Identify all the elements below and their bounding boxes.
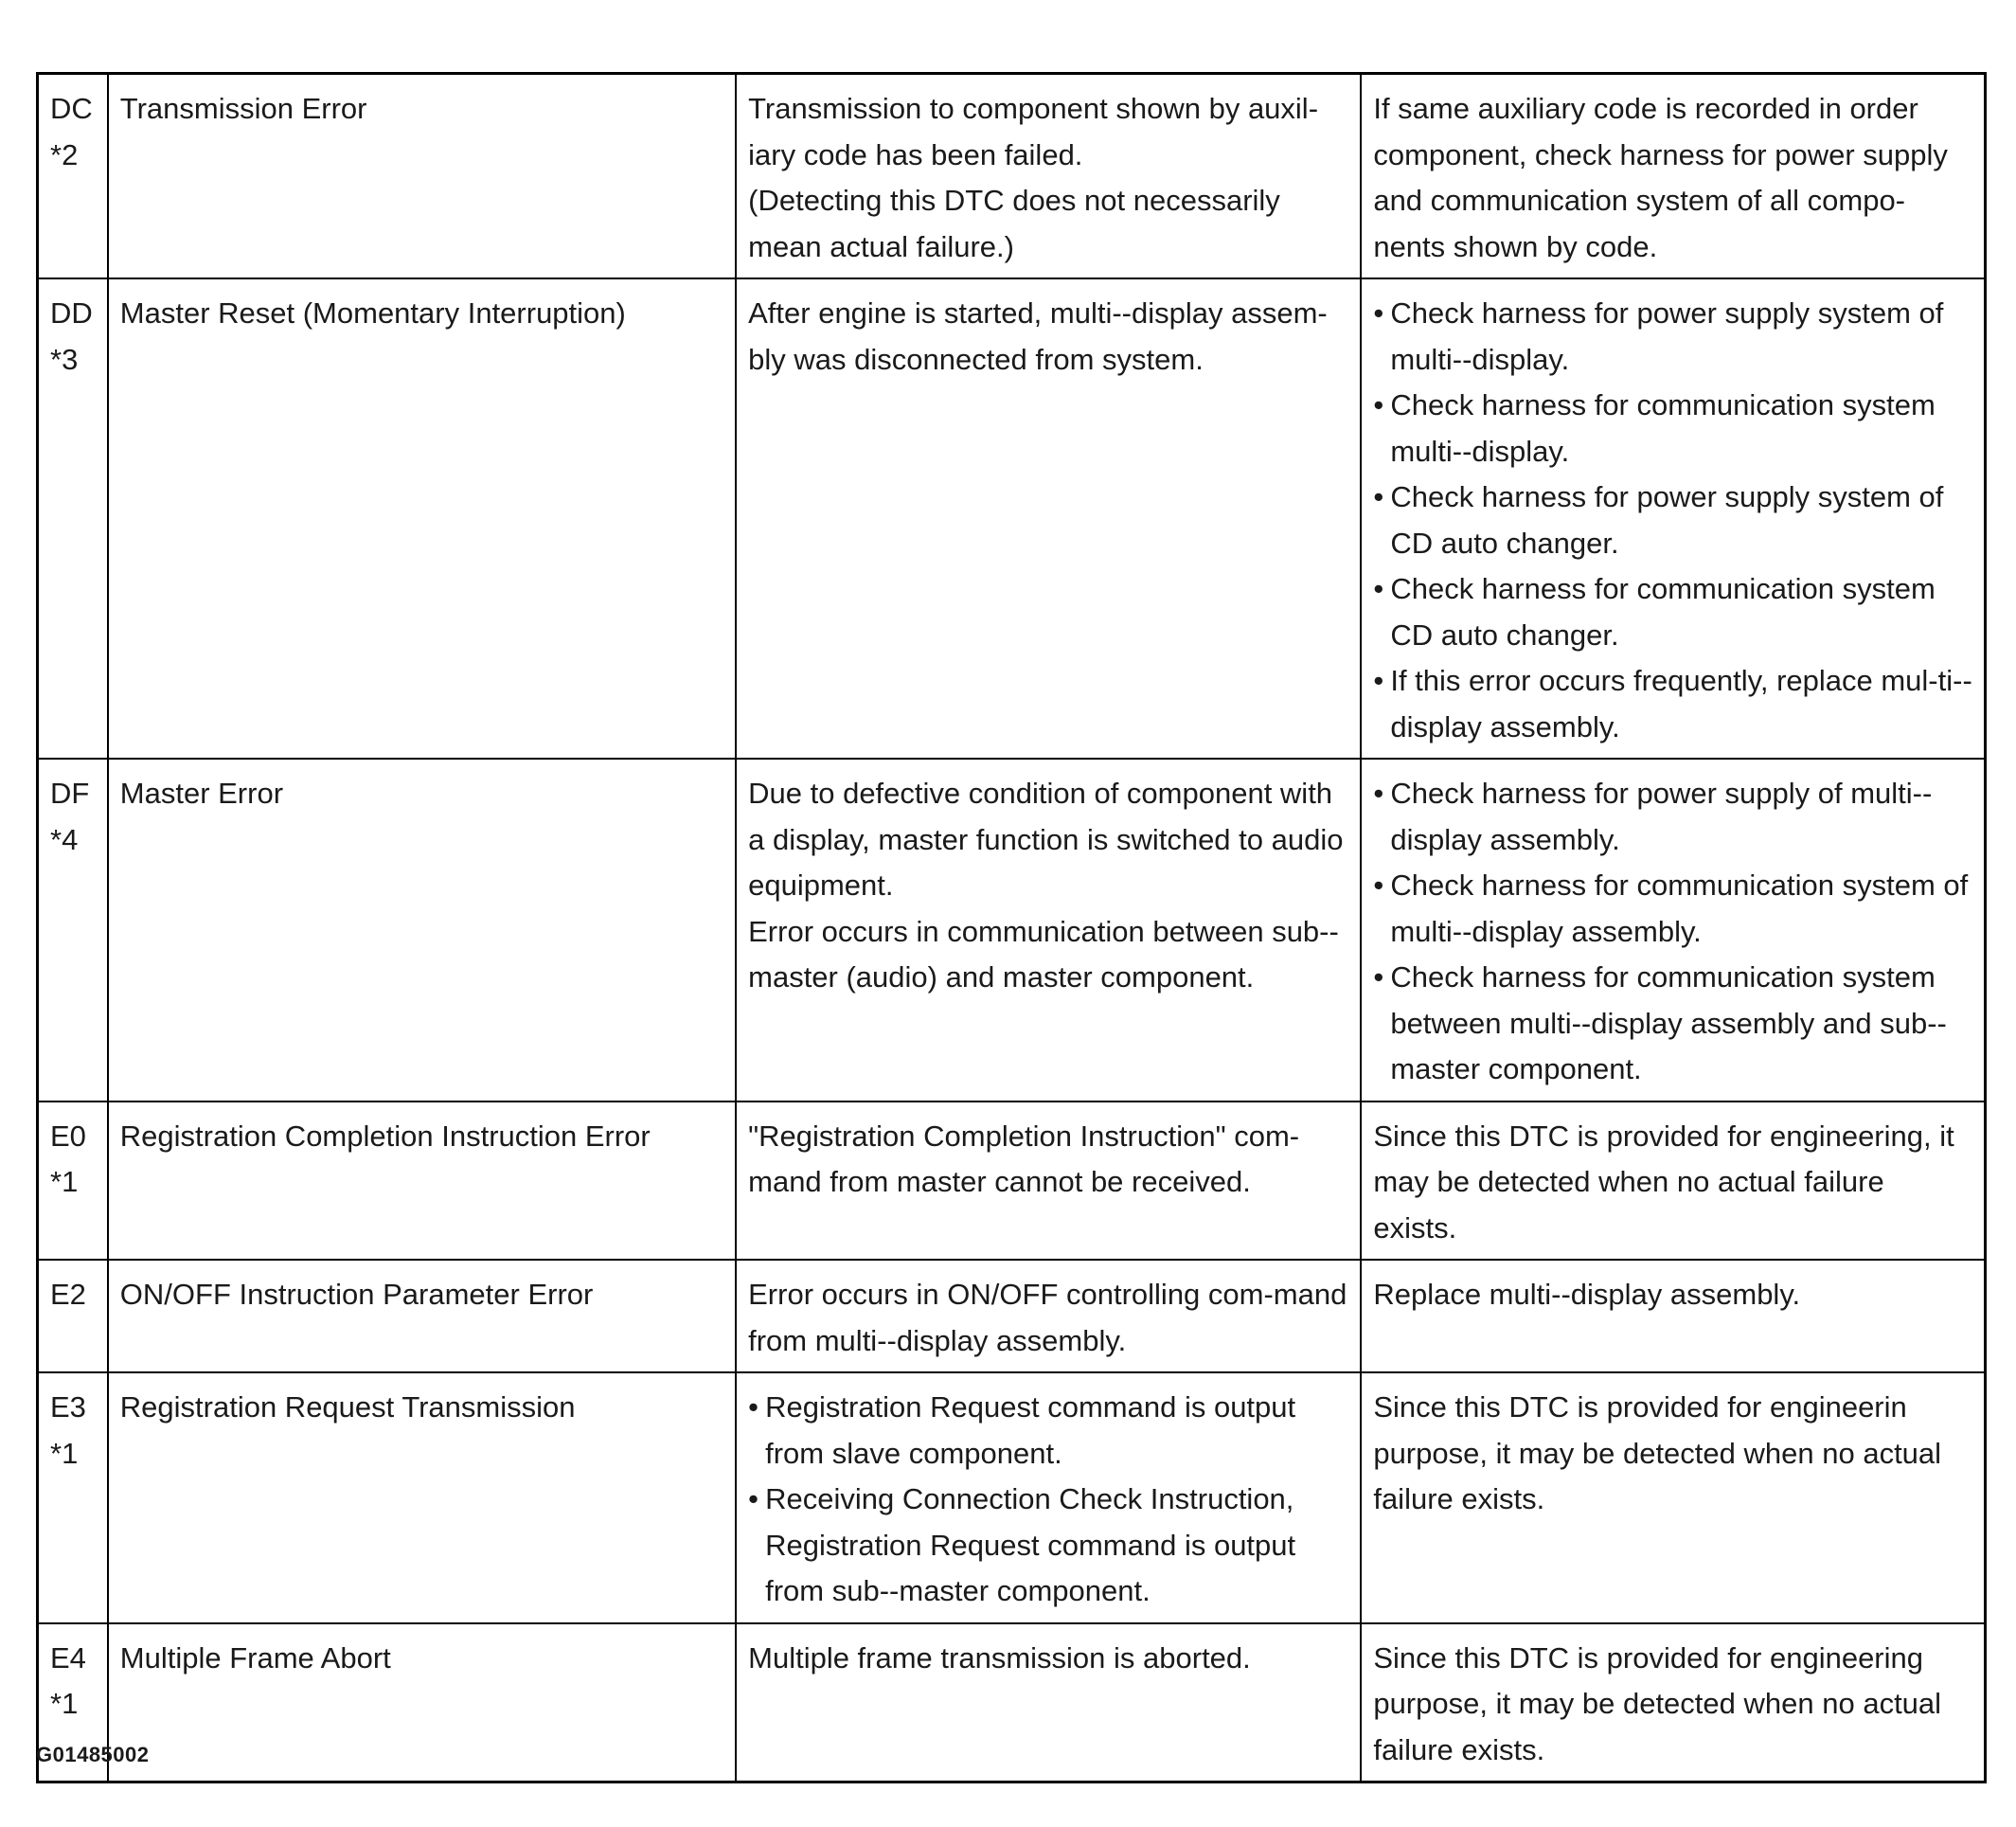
condition-paragraph: (Detecting this DTC does not necessarily mean actual failure.): [748, 184, 1280, 263]
list-item: • Check harness for communication system of multi--display assembly.: [1373, 863, 1972, 955]
dtc-code-cell: [38, 1372, 108, 1623]
list-item: • Check harness for power supply system of multi--display.: [1373, 291, 1972, 383]
trouble-area: [1361, 1372, 1985, 1623]
list-item: • Check harness for communication system multi--display.: [1373, 383, 1972, 475]
list-item: • If this error occurs frequently, replace mul-ti--display assembly.: [1373, 658, 1972, 750]
trouble-area: [1361, 278, 1985, 759]
dtc-note: *1: [50, 1165, 79, 1198]
trouble-area: [1361, 74, 1985, 279]
area-paragraph: Since this DTC is provided for engineering purpose, it may be detected when no actual failure exists.: [1373, 1640, 1942, 1766]
dtc-code: DC: [50, 92, 93, 125]
trouble-condition: [736, 759, 1361, 1102]
trouble-condition: [736, 1260, 1361, 1372]
table-row: [38, 759, 1986, 1102]
list-item: • Receiving Connection Check Instruction, Registration Request command is output from sub--master component.: [748, 1477, 1348, 1615]
detection-item: Transmission Error: [108, 74, 736, 279]
area-paragraph: Since this DTC is provided for engineerin purpose, it may be detected when no actual failure exists.: [1373, 1390, 1942, 1515]
dtc-note: *1: [50, 1687, 79, 1720]
dtc-table: [36, 72, 1987, 1783]
detection-item: Master Error: [108, 759, 736, 1102]
condition-bullet-list: [748, 1385, 1348, 1615]
dtc-code: E0: [50, 1119, 86, 1153]
figure-id: G01485002: [36, 1743, 150, 1766]
trouble-condition: [736, 1372, 1361, 1623]
list-item: • Registration Request command is output from slave component.: [748, 1385, 1348, 1477]
trouble-area: [1361, 759, 1985, 1102]
list-item: • Check harness for communication system CD auto changer.: [1373, 566, 1972, 658]
detection-item: Master Reset (Momentary Interruption): [108, 278, 736, 759]
list-item: • Check harness for power supply of multi--display assembly.: [1373, 771, 1972, 863]
detection-item: Registration Request Transmission: [108, 1372, 736, 1623]
dtc-code-cell: [38, 1260, 108, 1372]
trouble-condition: [736, 1102, 1361, 1261]
area-paragraph: If same auxiliary code is recorded in order component, check harness for power supply and communication system of all compo-nents shown by code.: [1373, 92, 1948, 263]
list-item: • Check harness for power supply system of CD auto changer.: [1373, 475, 1972, 566]
detection-item: Multiple Frame Abort: [108, 1623, 736, 1782]
table-row: [38, 74, 1986, 279]
trouble-area: [1361, 1623, 1985, 1782]
dtc-code: E4: [50, 1640, 86, 1675]
area-paragraph: Since this DTC is provided for engineering, it may be detected when no actual failure exists.: [1373, 1119, 1954, 1245]
dtc-code-cell: [38, 74, 108, 279]
dtc-note: *4: [50, 822, 79, 856]
dtc-note: *2: [50, 137, 79, 171]
table-row: [38, 1372, 1986, 1623]
dtc-note: *1: [50, 1436, 79, 1470]
condition-paragraph: After engine is started, multi--display assem-bly was disconnected from system.: [748, 296, 1328, 376]
trouble-area: [1361, 1260, 1985, 1372]
dtc-code-cell: [38, 759, 108, 1102]
list-item: • Check harness for communication system between multi--display assembly and sub-- master component.: [1373, 955, 1972, 1093]
table-row: [38, 278, 1986, 759]
condition-paragraph: "Registration Completion Instruction" com-mand from master cannot be received.: [748, 1119, 1300, 1198]
table-row: [38, 1260, 1986, 1372]
dtc-code-cell: [38, 1102, 108, 1261]
area-paragraph: Replace multi--display assembly.: [1373, 1278, 1801, 1311]
trouble-condition: [736, 278, 1361, 759]
detection-item: Registration Completion Instruction Error: [108, 1102, 736, 1261]
dtc-code: DD: [50, 296, 93, 330]
area-bullet-list: [1373, 771, 1972, 1093]
condition-paragraph: Multiple frame transmission is aborted.: [748, 1640, 1251, 1675]
condition-paragraph: Error occurs in communication between sub--master (audio) and master component.: [748, 914, 1339, 994]
dtc-note: *3: [50, 342, 79, 376]
area-bullet-list: [1373, 291, 1972, 750]
dtc-code-cell: [38, 278, 108, 759]
dtc-code: E3: [50, 1390, 86, 1424]
condition-paragraph: Transmission to component shown by auxil-iary code has been failed.: [748, 92, 1319, 171]
table-row: [38, 1102, 1986, 1261]
condition-paragraph: Due to defective condition of component with a display, master function is switched to audio equipment.: [748, 777, 1344, 902]
detection-item: ON/OFF Instruction Parameter Error: [108, 1260, 736, 1372]
trouble-condition: [736, 74, 1361, 279]
dtc-code: E2: [50, 1278, 86, 1311]
trouble-area: [1361, 1102, 1985, 1261]
condition-paragraph: Error occurs in ON/OFF controlling com-mand from multi--display assembly.: [748, 1278, 1347, 1357]
dtc-code: DF: [50, 777, 90, 810]
table-row: [38, 1623, 1986, 1782]
dtc-table-body: [38, 74, 1986, 1782]
trouble-condition: [736, 1623, 1361, 1782]
